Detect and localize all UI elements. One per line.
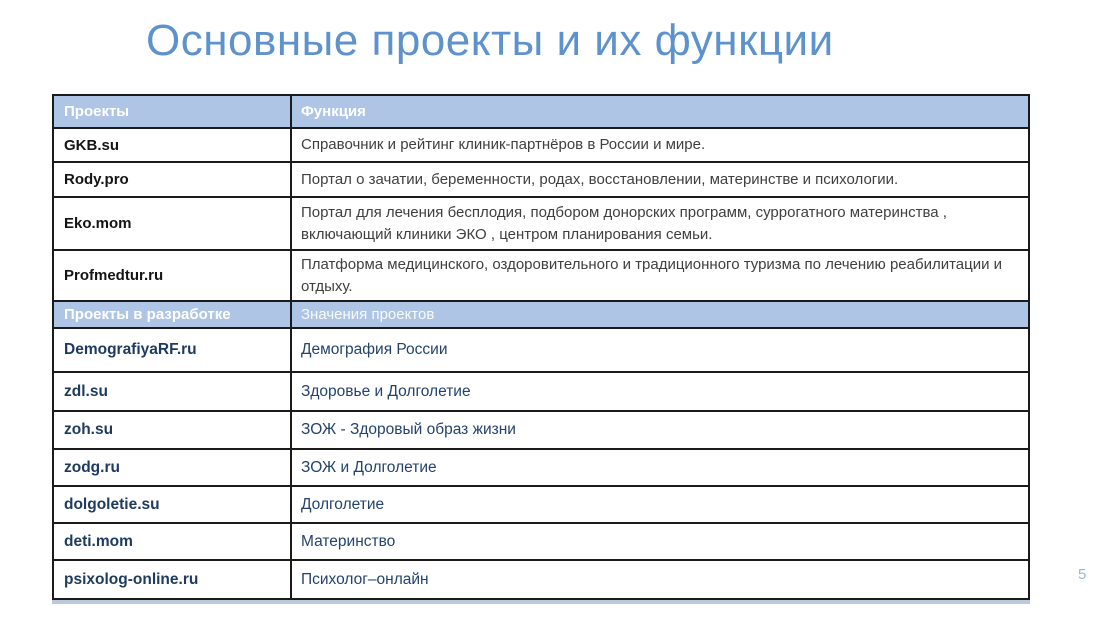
project-name: Eko.mom — [54, 198, 292, 249]
table-row — [54, 198, 1028, 251]
project-function: Здоровье и Долголетие — [301, 382, 471, 400]
header-cell-project-meanings: Значения проектов — [301, 305, 435, 323]
header-cell-projects: Проекты — [54, 96, 292, 127]
project-function: ЗОЖ - Здоровый образ жизни — [301, 421, 516, 438]
project-name: zdl.su — [54, 373, 292, 410]
project-function: Справочник и рейтинг клиник-партнёров в России и мире. — [301, 136, 706, 153]
project-function: Платформа медицинского, оздоровительного и традиционного туризма по лечению реабилитации и отдыху. — [301, 255, 1003, 295]
project-function: Материнство — [301, 532, 396, 550]
project-name: zodg.ru — [54, 450, 292, 485]
project-name: dolgoletie.su — [54, 487, 292, 522]
header-cell-function: Функция — [301, 102, 366, 120]
project-name: DemografiyaRF.ru — [54, 329, 292, 371]
header-cell-projects-in-development: Проекты в разработке — [54, 302, 292, 327]
project-function: Портал о зачатии, беременности, родах, восстановлении, материнстве и психологии. — [301, 170, 899, 188]
projects-table — [52, 94, 1030, 600]
project-function: Психолог–онлайн — [301, 570, 429, 588]
table-row — [54, 487, 1028, 524]
table-row — [54, 163, 1028, 198]
page-number: 5 — [1078, 566, 1087, 583]
table-header-development — [54, 302, 1028, 329]
table-row — [54, 329, 1028, 373]
table-row — [54, 450, 1028, 487]
project-name: GKB.su — [54, 129, 292, 161]
project-name: deti.mom — [54, 524, 292, 559]
table-row — [54, 373, 1028, 412]
table-row — [54, 129, 1028, 163]
table-row — [54, 524, 1028, 561]
table-row — [54, 412, 1028, 450]
table-header-main — [54, 96, 1028, 129]
project-name: zoh.su — [54, 412, 292, 448]
table-row — [54, 251, 1028, 302]
project-name: psixolog-online.ru — [54, 561, 292, 598]
project-function: Портал для лечения бесплодия, подбором донорских программ, суррогатного материнства , включающий клиники ЭКО , центром планирования семьи. — [301, 203, 947, 243]
project-name: Profmedtur.ru — [54, 251, 292, 300]
project-function: Демография России — [301, 341, 448, 358]
slide-title: Основные проекты и их функции — [146, 16, 834, 65]
project-function: Долголетие — [301, 495, 385, 513]
project-function: ЗОЖ и Долголетие — [301, 458, 437, 476]
table-row — [54, 561, 1028, 598]
table-shadow-bar — [52, 600, 1030, 604]
project-name: Rody.pro — [54, 163, 292, 196]
